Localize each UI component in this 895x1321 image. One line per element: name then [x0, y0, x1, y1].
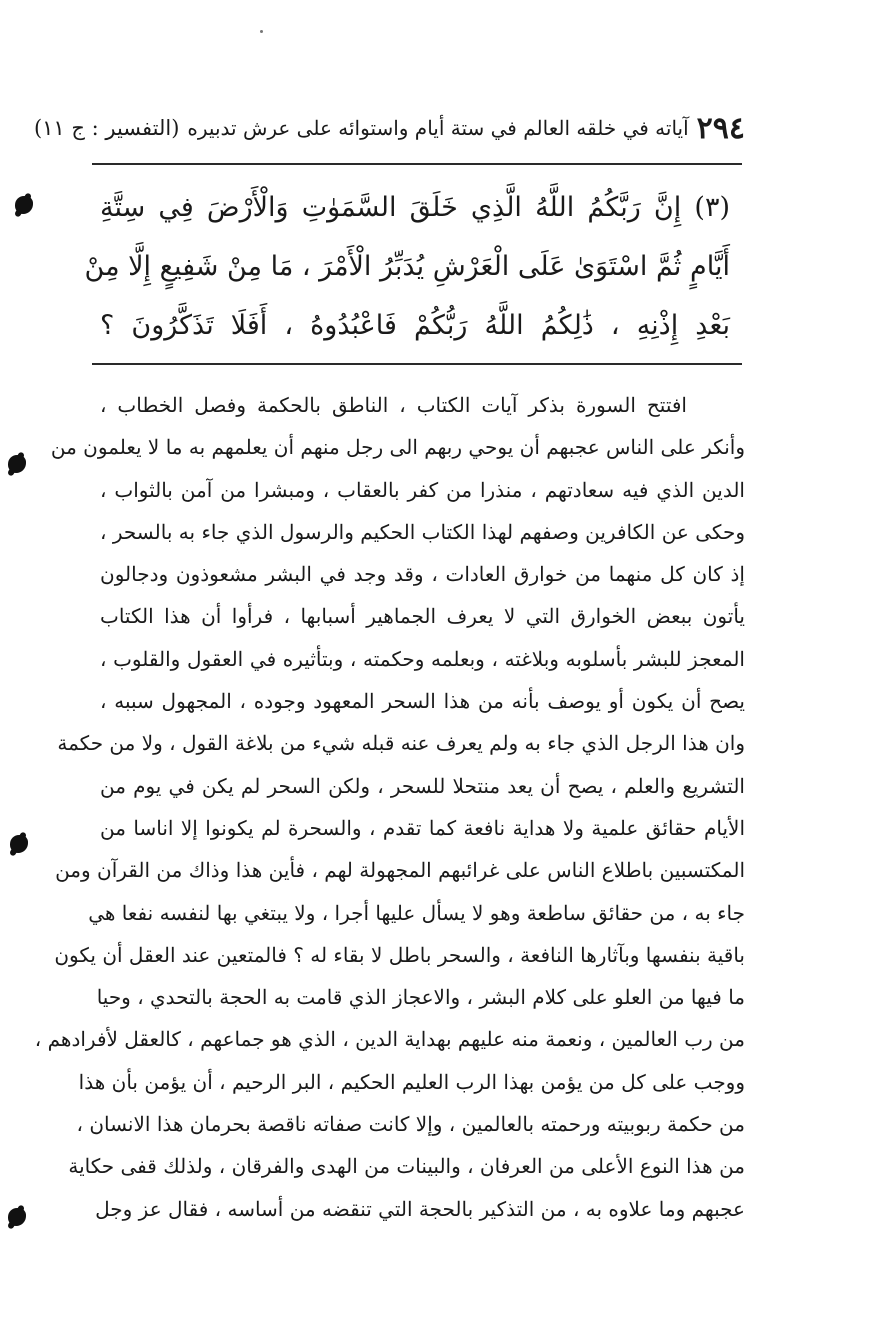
- commentary-line: افتتح السورة بذكر آيات الكتاب ، الناطق بالحكمة وفصل الخطاب ،: [100, 393, 687, 417]
- header-rule: [92, 163, 742, 165]
- scan-speck: [260, 30, 263, 33]
- commentary-line: المعجز للبشر بأسلوبه وبلاغته ، وبعلمه وحكمته ، وبتأثيره في العقول والقلوب ،: [100, 646, 745, 671]
- commentary-line: المكتسبين باطلاع الناس على غرائبهم المجهولة لهم ، فأين هذا وذاك من القرآن ومن: [55, 858, 745, 883]
- commentary-line: جاء به ، من حقائق ساطعة وهو لا يسأل عليها أجرا ، ولا يبتغي بها لنفسه نفعا هي: [88, 900, 745, 925]
- quran-verse: [84, 178, 730, 355]
- verse-line: أَيَّامٍ ثُمَّ اسْتَوَىٰ عَلَى الْعَرْشِ يُدَبِّرُ الْأَمْرَ ، مَا مِنْ شَفِيعٍ إِلَّا مِنْ: [84, 251, 730, 282]
- commentary-line: ما فيها من العلو على كلام البشر ، والاعجاز الذي قامت به الحجة بالتحدي ، وحيا: [96, 985, 745, 1010]
- commentary-line: إذ كان كل منهما من خوارق العادات ، وقد وجد في البشر مشعوذون ودجالون: [100, 562, 745, 587]
- commentary-line: وأنكر على الناس عجبهم أن يوحي ربهم الى رجل منهم أن يعلمهم به ما لا يعلمون من: [50, 435, 745, 460]
- commentary-line: من هذا النوع الأعلى من العرفان ، والبينات من الهدى والفرقان ، ولذلك قفى حكاية: [68, 1154, 745, 1179]
- binding-hole-mark: [8, 1208, 26, 1226]
- binding-hole-mark: [10, 835, 28, 853]
- verse-rule: [92, 363, 742, 365]
- commentary-line: من حكمة ربوبيته ورحمته بالعالمين ، وإلا كانت صفاته ناقصة بحرمان هذا الانسان ،: [76, 1112, 745, 1137]
- verse-line: بَعْدِ إِذْنِهِ ، ذَٰلِكُمُ اللَّهُ رَبُّكُمْ فَاعْبُدُوهُ ، أَفَلَا تَذَكَّرُونَ ؟: [100, 310, 730, 341]
- verse-line: (٣) إِنَّ رَبَّكُمُ اللَّهُ الَّذِي خَلَقَ السَّمَوٰتِ وَالْأَرْضَ فِي سِتَّةِ: [100, 192, 730, 223]
- binding-hole-mark: [8, 455, 26, 473]
- commentary-line: ووجب على كل من يؤمن بهذا الرب العليم الحكيم ، البر الرحيم ، أن يؤمن بأن هذا: [78, 1069, 745, 1094]
- commentary-line: الأيام حقائق علمية ولا هداية نافعة كما تقدم ، والسحرة لم يكونوا إلا اناسا من: [100, 815, 745, 840]
- running-title: آياته في خلقه العالم في ستة أيام واستوائه على عرش تدبيره: [187, 116, 689, 140]
- commentary-line: وان هذا الرجل الذي جاء به ولم يعرف عنه قبله شيء من بلاغة القول ، ولا من حكمة: [57, 731, 745, 756]
- commentary-line: الدين الذي فيه سعادتهم ، منذرا من كفر بالعقاب ، ومبشرا من آمن بالثواب ،: [100, 477, 745, 502]
- binding-hole-mark: [15, 196, 33, 214]
- commentary-line: يأتون ببعض الخوارق التي لا يعرف الجماهير أسبابها ، فرأوا أن هذا الكتاب: [100, 604, 745, 629]
- commentary-line: يصح أن يكون أو يوصف بأنه من هذا السحر المعهود وجوده ، المجهول سببه ،: [100, 689, 745, 714]
- commentary-text: [34, 384, 745, 1230]
- commentary-line: وحكى عن الكافرين وصفهم لهذا الكتاب الحكيم والرسول الذي جاء به بالسحر ،: [100, 519, 745, 544]
- commentary-line: باقية بنفسها وبآثارها النافعة ، والسحر باطل لا بقاء له ؟ فالمتعين عند العقل أن يكون: [54, 942, 745, 967]
- volume-reference: (التفسير : ج ١١): [33, 116, 180, 140]
- commentary-line: من رب العالمين ، ونعمة منه عليهم بهداية الدين ، الذي هو جماعهم ، كالعقل لأفرادهم ،: [34, 1027, 745, 1052]
- commentary-line: عجبهم وما علاوه به ، من التذكير بالحجة التي تنقضه من أساسه ، فقال عز وجل: [95, 1196, 745, 1221]
- page-number: ٢٩٤: [696, 110, 745, 146]
- commentary-line: التشريع والعلم ، يصح أن يعد منتحلا للسحر ، ولكن السحر لم يكن في يوم من: [100, 773, 745, 798]
- page-header: [33, 108, 745, 148]
